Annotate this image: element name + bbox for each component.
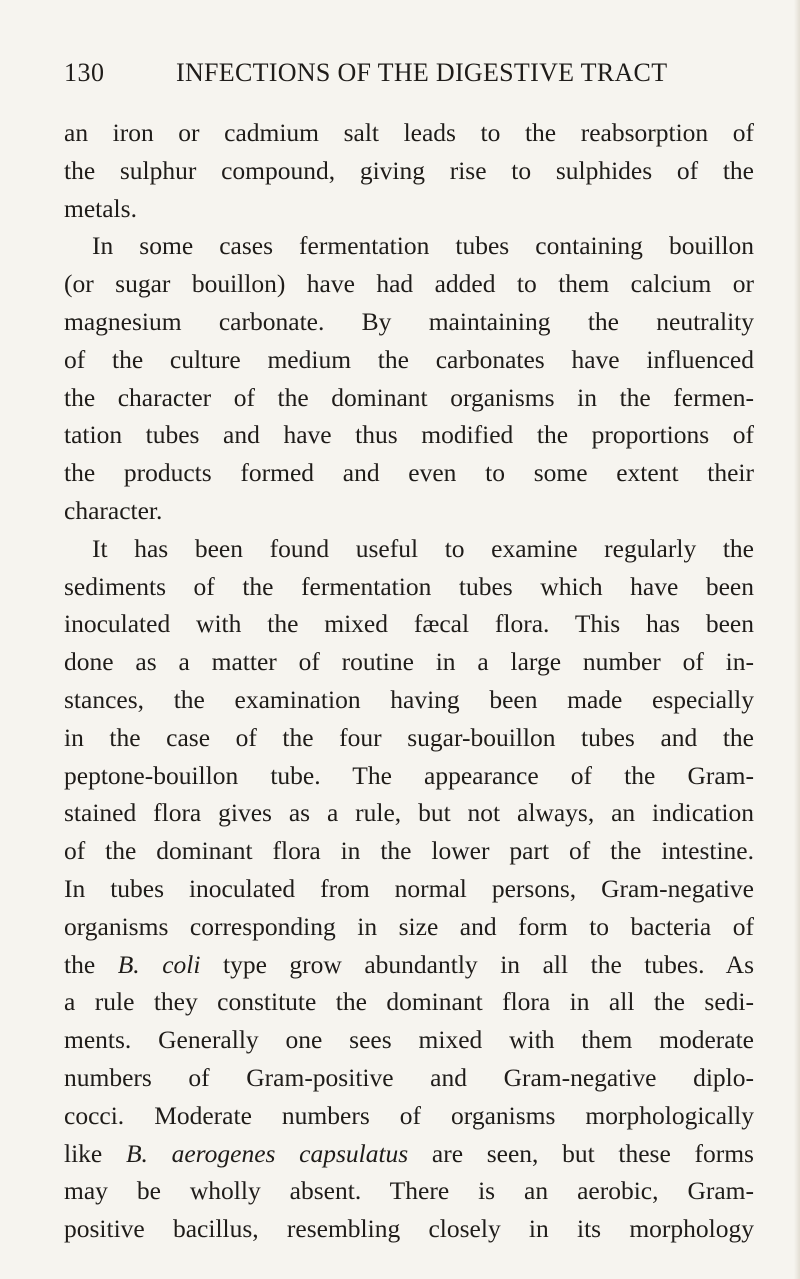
page-edge-shadow [794, 0, 800, 1279]
text-run: type grow abundantly in all the tubes. As [200, 949, 754, 979]
text-line: a rule they constitute the dominant flora in all the sedi- [64, 987, 754, 1017]
text-line [64, 1135, 754, 1173]
body-text [64, 114, 754, 1248]
text-line: of the dominant flora in the lower part of the intestine. [64, 836, 754, 866]
text-run: like [64, 1138, 126, 1168]
text-line: organisms corresponding in size and form to bacteria of [64, 911, 754, 941]
text-line: peptone-bouillon tube. The appearance of the Gram- [64, 760, 754, 790]
text-line: of the culture medium the carbonates have influenced [64, 344, 754, 374]
text-line: cocci. Moderate numbers of organisms morphologically [64, 1100, 754, 1130]
text-line: In tubes inoculated from normal persons, Gram-negative [64, 873, 754, 903]
running-head: INFECTIONS OF THE DIGESTIVE TRACT [176, 58, 668, 87]
text-line: In some cases fermentation tubes containing bouillon [92, 231, 754, 261]
text-line: in the case of the four sugar-bouillon tubes and the [64, 722, 754, 752]
text-line: ments. Generally one sees mixed with them moderate [64, 1025, 754, 1055]
text-line: sediments of the fermentation tubes which have been [64, 571, 754, 601]
text-line: It has been found useful to examine regularly the [92, 533, 754, 563]
text-line: character. [64, 495, 163, 525]
text-line: an iron or cadmium salt leads to the reabsorption of [64, 118, 754, 147]
text-line: the sulphur compound, giving rise to sulphides of the [64, 155, 754, 185]
page-number: 130 [64, 58, 105, 87]
italic-species-name: B. coli [117, 949, 201, 979]
text-line: inoculated with the mixed fæcal flora. This has been [64, 609, 754, 639]
text-line: done as a matter of routine in a large number of in- [64, 647, 754, 677]
text-line: numbers of Gram-positive and Gram-negative diplo- [64, 1062, 754, 1092]
page-header [64, 58, 668, 98]
text-line: positive bacillus, resembling closely in its morphology [64, 1214, 754, 1244]
text-line: may be wholly absent. There is an aerobic, Gram- [64, 1176, 754, 1206]
text-line: magnesium carbonate. By maintaining the neutrality [64, 306, 754, 336]
text-line: stances, the examination having been made especially [64, 684, 754, 714]
text-line: metals. [64, 193, 137, 223]
text-run: are seen, but these forms [408, 1138, 754, 1168]
text-line: tation tubes and have thus modified the proportions of [64, 420, 754, 450]
text-line: the character of the dominant organisms in the fermen- [64, 382, 754, 412]
italic-species-name: B. aerogenes capsulatus [125, 1138, 409, 1168]
text-line: (or sugar bouillon) have had added to them calcium or [64, 269, 754, 299]
text-run: the [64, 949, 118, 979]
text-line: stained flora gives as a rule, but not always, an indication [64, 798, 754, 828]
text-line [64, 946, 754, 984]
text-line: the products formed and even to some extent their [64, 458, 754, 488]
